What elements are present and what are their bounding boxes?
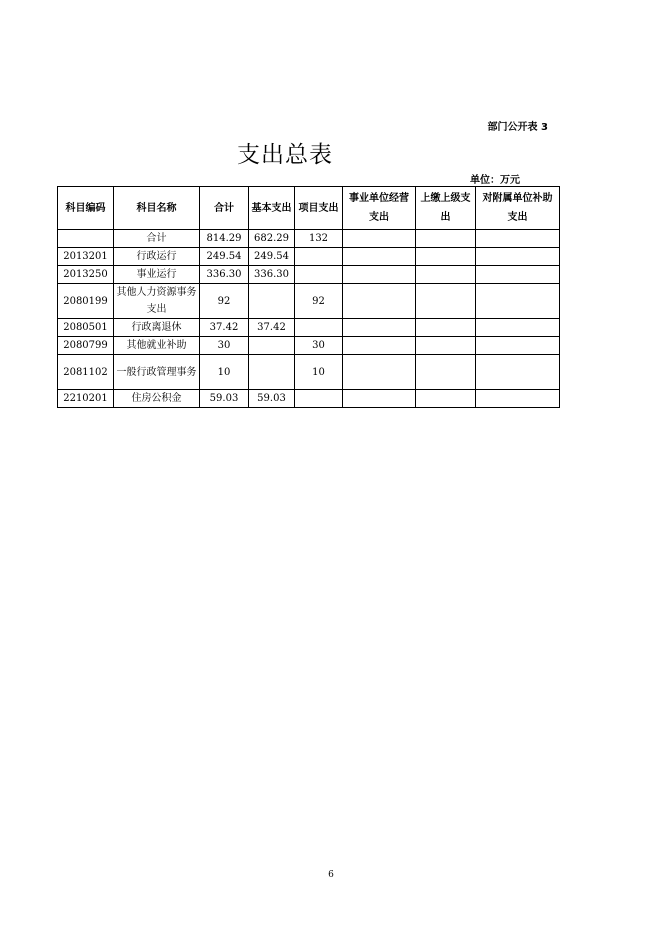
cell-subsidy	[476, 266, 560, 284]
cell-name: 事业运行	[114, 266, 200, 284]
cell-name: 行政离退休	[114, 319, 200, 337]
cell-total: 59.03	[200, 390, 249, 408]
cell-project	[295, 266, 343, 284]
table-row	[58, 355, 560, 390]
column-header-basic: 基本支出	[249, 187, 295, 230]
cell-upper	[416, 355, 476, 390]
cell-subsidy	[476, 319, 560, 337]
cell-subsidy	[476, 248, 560, 266]
cell-upper	[416, 319, 476, 337]
column-header-operating: 事业单位经营支出	[343, 187, 416, 230]
cell-subsidy	[476, 284, 560, 319]
cell-name: 合计	[114, 230, 200, 248]
cell-total: 37.42	[200, 319, 249, 337]
page-title: 支出总表	[237, 142, 333, 168]
cell-project: 30	[295, 337, 343, 355]
cell-basic: 682.29	[249, 230, 295, 248]
table-row	[58, 337, 560, 355]
cell-upper	[416, 248, 476, 266]
column-header-project: 项目支出	[295, 187, 343, 230]
cell-project: 10	[295, 355, 343, 390]
cell-subsidy	[476, 230, 560, 248]
column-header-subsidy: 对附属单位补助支出	[476, 187, 560, 230]
column-header-total: 合计	[200, 187, 249, 230]
table-row	[58, 284, 560, 319]
cell-upper	[416, 337, 476, 355]
cell-total: 249.54	[200, 248, 249, 266]
cell-code: 2081102	[58, 355, 114, 390]
cell-operating	[343, 390, 416, 408]
column-header-upper: 上缴上级支出	[416, 187, 476, 230]
cell-code: 2013250	[58, 266, 114, 284]
cell-upper	[416, 266, 476, 284]
table-row	[58, 319, 560, 337]
cell-subsidy	[476, 355, 560, 390]
cell-basic: 336.30	[249, 266, 295, 284]
cell-operating	[343, 266, 416, 284]
cell-name: 住房公积金	[114, 390, 200, 408]
cell-basic	[249, 284, 295, 319]
cell-project: 132	[295, 230, 343, 248]
cell-project	[295, 248, 343, 266]
cell-operating	[343, 319, 416, 337]
page-number: 6	[328, 870, 334, 880]
cell-total: 30	[200, 337, 249, 355]
cell-project: 92	[295, 284, 343, 319]
cell-upper	[416, 390, 476, 408]
table-number-label: 部门公开表 3	[487, 122, 548, 133]
table-header-row	[58, 187, 560, 230]
column-header-name: 科目名称	[114, 187, 200, 230]
cell-code: 2080199	[58, 284, 114, 319]
cell-subsidy	[476, 337, 560, 355]
cell-code: 2013201	[58, 248, 114, 266]
cell-operating	[343, 337, 416, 355]
cell-upper	[416, 230, 476, 248]
cell-upper	[416, 284, 476, 319]
cell-total: 10	[200, 355, 249, 390]
cell-name: 其他人力资源事务支出	[114, 284, 200, 319]
cell-total: 92	[200, 284, 249, 319]
cell-basic	[249, 355, 295, 390]
unit-label: 单位：万元	[470, 175, 520, 186]
cell-name: 行政运行	[114, 248, 200, 266]
cell-name: 一般行政管理事务	[114, 355, 200, 390]
cell-project	[295, 390, 343, 408]
cell-basic: 37.42	[249, 319, 295, 337]
cell-subsidy	[476, 390, 560, 408]
table-row	[58, 230, 560, 248]
cell-basic: 59.03	[249, 390, 295, 408]
cell-project	[295, 319, 343, 337]
cell-code: 2080799	[58, 337, 114, 355]
expenditure-table	[57, 186, 560, 408]
cell-operating	[343, 248, 416, 266]
cell-code: 2210201	[58, 390, 114, 408]
table-row	[58, 266, 560, 284]
table-row	[58, 390, 560, 408]
cell-operating	[343, 355, 416, 390]
cell-operating	[343, 230, 416, 248]
cell-total: 814.29	[200, 230, 249, 248]
cell-name: 其他就业补助	[114, 337, 200, 355]
table-row	[58, 248, 560, 266]
cell-total: 336.30	[200, 266, 249, 284]
cell-operating	[343, 284, 416, 319]
column-header-code: 科目编码	[58, 187, 114, 230]
cell-code	[58, 230, 114, 248]
cell-basic: 249.54	[249, 248, 295, 266]
cell-basic	[249, 337, 295, 355]
cell-code: 2080501	[58, 319, 114, 337]
